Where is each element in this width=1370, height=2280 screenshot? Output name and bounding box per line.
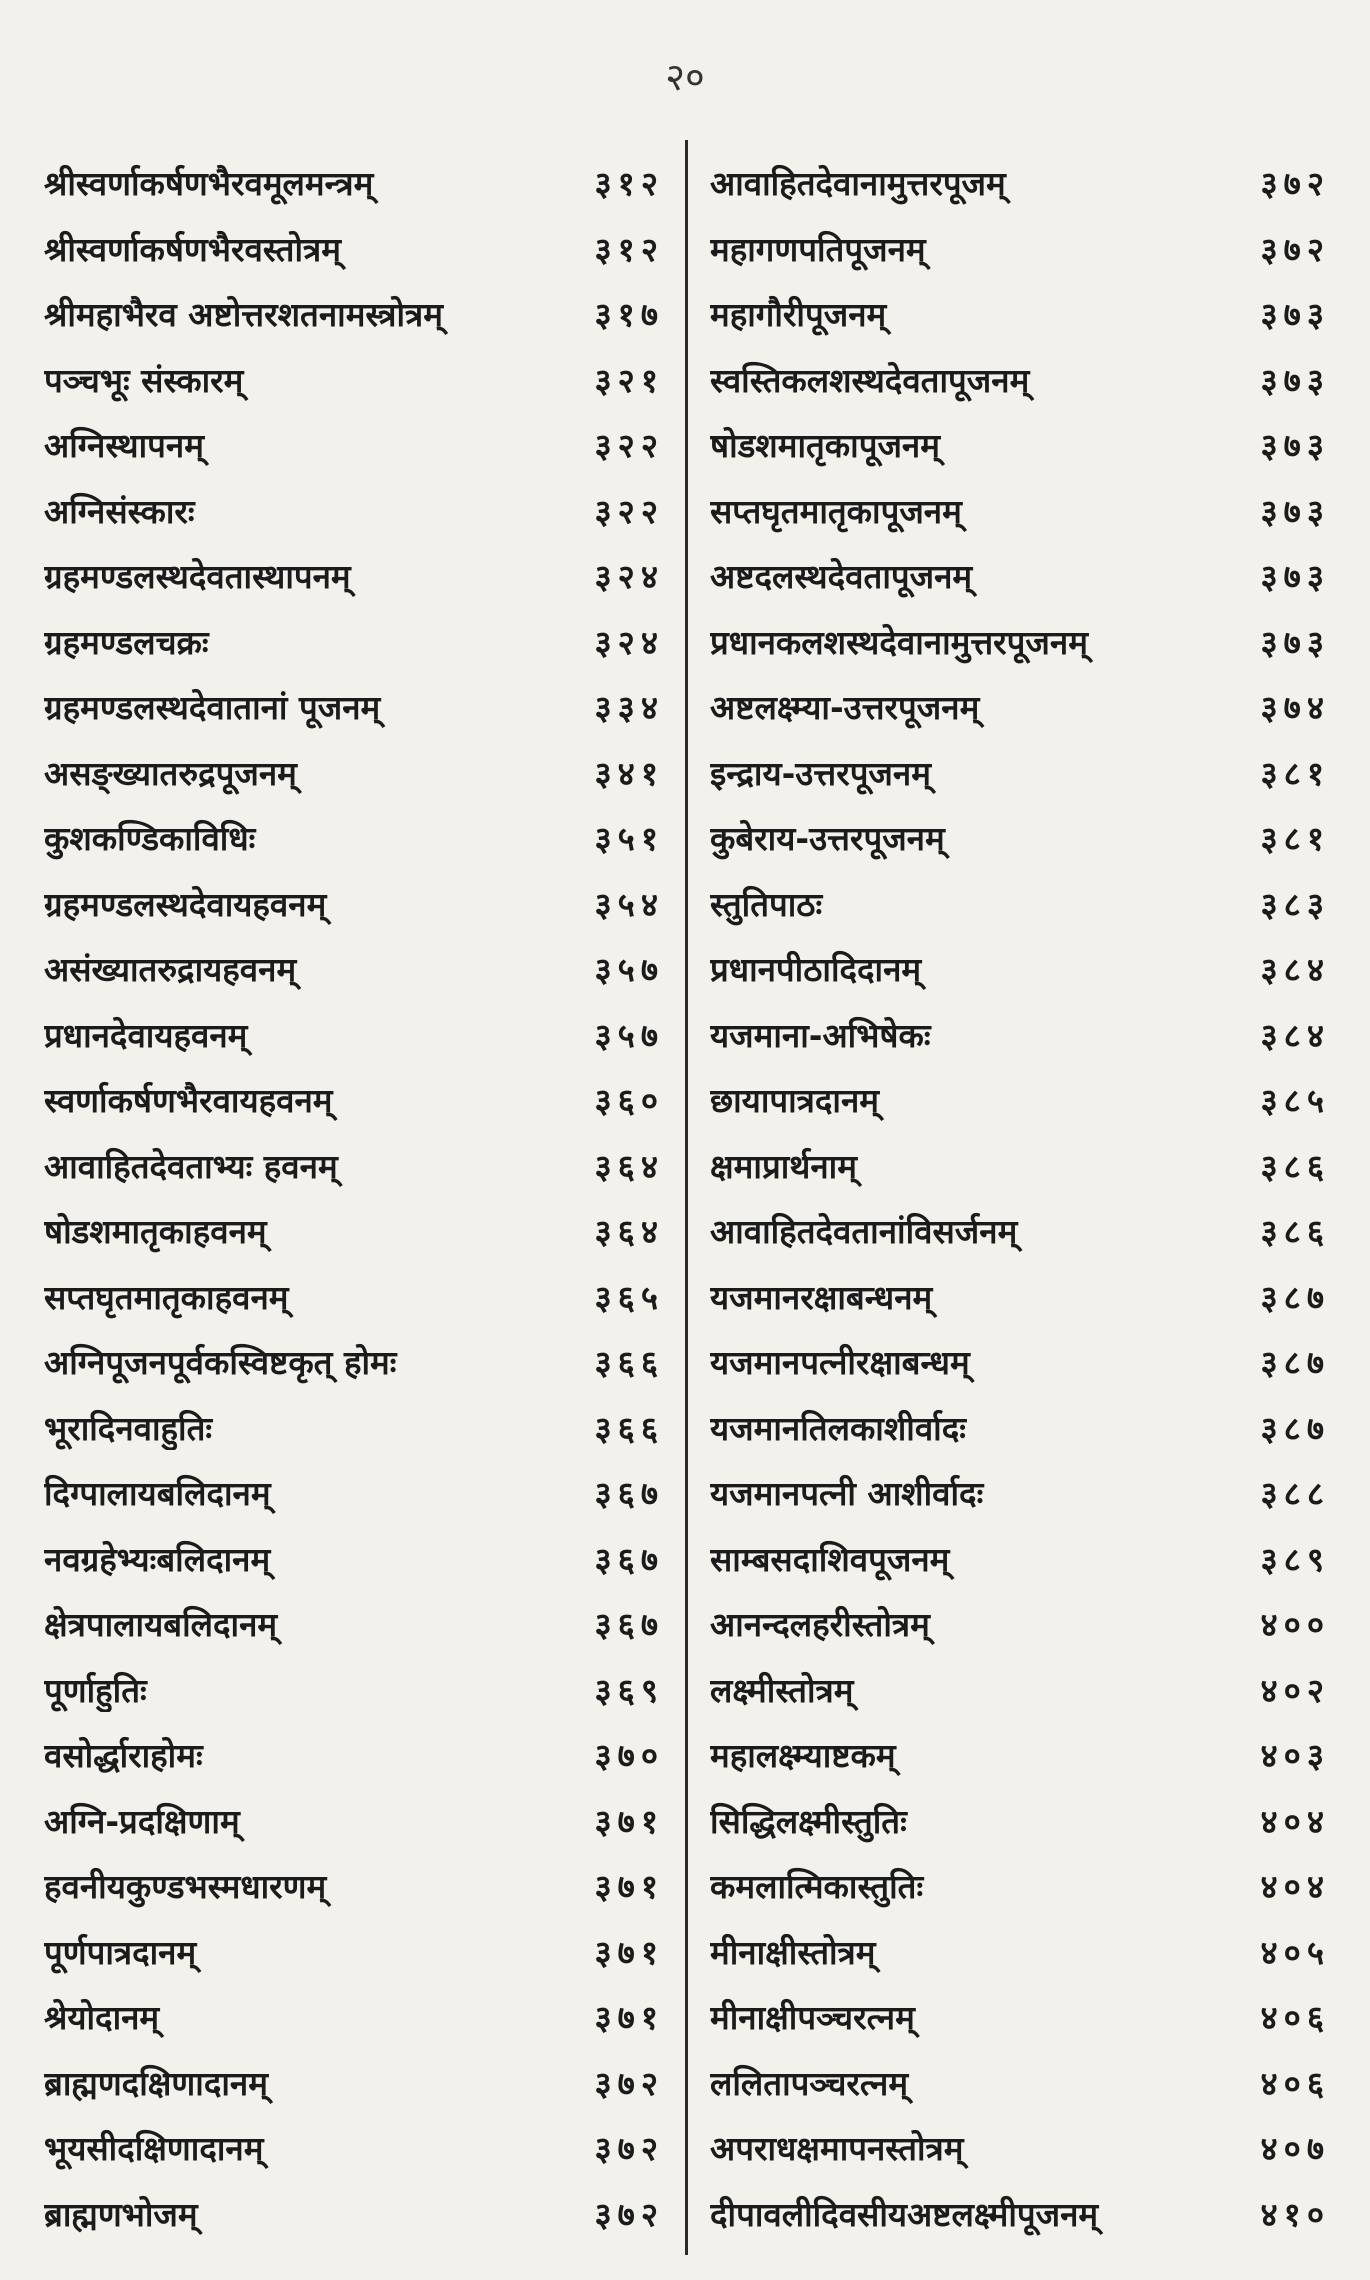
toc-entry-page: ३८७ (1260, 1343, 1330, 1383)
toc-entry-title: आवाहितदेवतानांविसर्जनम् (710, 1212, 1018, 1252)
toc-entry-title: यजमानपत्नीरक्षाबन्धम् (710, 1343, 970, 1383)
toc-entry-title: भूयसीदक्षिणादानम् (44, 2129, 264, 2169)
toc-entry-title: अष्टलक्ष्म्या-उत्तरपूजनम् (710, 688, 980, 728)
toc-entry (710, 1329, 1330, 1395)
toc-entry (44, 1984, 664, 2050)
toc-entry (44, 1329, 664, 1395)
toc-entry-page: ४०६ (1260, 2063, 1330, 2103)
toc-entry-title: मीनाक्षीपञ्चरत्नम् (710, 1998, 915, 2038)
toc-entry (44, 347, 664, 413)
toc-entry (44, 1264, 664, 1330)
toc-entry (44, 1526, 664, 1592)
toc-entry (44, 1853, 664, 1919)
toc-entry (710, 1067, 1330, 1133)
toc-entry (710, 281, 1330, 347)
toc-entry-page: ३८१ (1260, 753, 1330, 793)
toc-entry-page: ३३४ (594, 688, 664, 728)
toc-entry-title: असङ्ख्यातरुद्रपूजनम् (44, 753, 297, 793)
toc-entry-page: ३५४ (594, 884, 664, 924)
toc-entry-title: आनन्दलहरीस्तोत्रम् (710, 1605, 930, 1645)
toc-entry-page: ३८८ (1260, 1474, 1330, 1514)
toc-entry-title: ग्रहमण्डलस्थदेवायहवनम् (44, 884, 327, 924)
toc-entry (710, 1919, 1330, 1985)
toc-entry-page: ३७२ (594, 2129, 664, 2169)
toc-entry (710, 1722, 1330, 1788)
toc-entry (44, 1919, 664, 1985)
toc-entry-page: ४०४ (1260, 1867, 1330, 1907)
toc-entry (44, 543, 664, 609)
toc-entry-page: ३६४ (594, 1146, 664, 1186)
toc-entry-title: आवाहितदेवताभ्यः हवनम् (44, 1146, 338, 1186)
toc-entry (44, 2050, 664, 2116)
toc-entry-title: षोडशमातृकापूजनम् (710, 426, 940, 466)
toc-entry (710, 674, 1330, 740)
toc-entry-page: ३२४ (594, 622, 664, 662)
toc-entry (44, 150, 664, 216)
toc-entry (710, 1591, 1330, 1657)
toc-entry-page: ३६५ (594, 1277, 664, 1317)
toc-entry-page: ३८४ (1260, 1015, 1330, 1055)
toc-entry-title: षोडशमातृकाहवनम् (44, 1212, 267, 1252)
toc-entry (44, 1067, 664, 1133)
toc-entry-page: ४०७ (1260, 2129, 1330, 2169)
toc-entry-page: ३८७ (1260, 1408, 1330, 1448)
toc-entry (710, 1984, 1330, 2050)
toc-entry-page: ३७१ (594, 1867, 664, 1907)
toc-entry-title: भूरादिनवाहुतिः (44, 1408, 213, 1448)
toc-entry-page: ३७० (594, 1736, 664, 1776)
toc-entry-page: ३६६ (594, 1408, 664, 1448)
toc-entry-title: आवाहितदेवानामुत्तरपूजम् (710, 164, 1006, 204)
toc-entry-page: ३६७ (594, 1539, 664, 1579)
toc-entry-page: ३१२ (594, 164, 664, 204)
toc-entry-title: ब्राह्मणभोजम् (44, 2194, 198, 2234)
toc-entry-page: ४०२ (1260, 1670, 1330, 1710)
toc-entry (44, 412, 664, 478)
toc-entry-title: सप्तघृतमातृकाहवनम् (44, 1277, 289, 1317)
toc-entry-title: यजमाना-अभिषेकः (710, 1015, 931, 1055)
toc-entry-page: ४१० (1260, 2194, 1330, 2234)
toc-entry-page: ३८१ (1260, 819, 1330, 859)
toc-entry-page: ३८७ (1260, 1277, 1330, 1317)
toc-entry-page: ३८६ (1260, 1212, 1330, 1252)
toc-entry-page: ३७३ (1260, 295, 1330, 335)
toc-entry (44, 216, 664, 282)
toc-entry-title: छायापात्रदानम् (710, 1081, 879, 1121)
toc-entry-title: कुशकण्डिकाविधिः (44, 819, 256, 859)
toc-entry-title: स्वर्णाकर्षणभैरवायहवनम् (44, 1081, 333, 1121)
toc-entry (44, 1198, 664, 1264)
toc-entry (710, 2115, 1330, 2181)
toc-entry (710, 871, 1330, 937)
toc-entry-page: ३८३ (1260, 884, 1330, 924)
toc-entry (44, 2181, 664, 2247)
toc-entry-title: हवनीयकुण्डभस्मधारणम् (44, 1867, 327, 1907)
toc-entry (44, 871, 664, 937)
toc-entry-title: ब्राह्मणदक्षिणादानम् (44, 2063, 268, 2103)
toc-entry-title: ग्रहमण्डलस्थदेवतास्थापनम् (44, 557, 351, 597)
toc-entry (44, 1788, 664, 1854)
toc-entry-title: अपराधक्षमापनस्तोत्रम् (710, 2129, 964, 2169)
toc-entry-page: ३७१ (594, 1801, 664, 1841)
toc-entry-page: ३६४ (594, 1212, 664, 1252)
toc-entry-page: ३६७ (594, 1474, 664, 1514)
toc-entry-page: ३७३ (1260, 557, 1330, 597)
toc-entry-title: दीपावलीदिवसीयअष्टलक्ष्मीपूजनम् (710, 2194, 1099, 2234)
toc-entry-page: ३८६ (1260, 1146, 1330, 1186)
toc-entry-page: ३८९ (1260, 1539, 1330, 1579)
toc-entry-title: श्रीस्वर्णाकर्षणभैरवस्तोत्रम् (44, 229, 341, 269)
toc-entry (44, 1591, 664, 1657)
toc-entry (710, 1133, 1330, 1199)
toc-entry-page: ३२२ (594, 491, 664, 531)
toc-entry-page: ३६९ (594, 1670, 664, 1710)
toc-entry-title: श्रीस्वर्णाकर्षणभैरवमूलमन्त्रम् (44, 164, 374, 204)
toc-entry (710, 1460, 1330, 1526)
toc-entry-page: ३४१ (594, 753, 664, 793)
toc-entry (710, 1657, 1330, 1723)
toc-entry-title: महालक्ष्म्याष्टकम् (710, 1736, 896, 1776)
toc-entry-title: स्तुतिपाठः (710, 884, 823, 924)
toc-entry (710, 936, 1330, 1002)
toc-entry-page: ३५७ (594, 1015, 664, 1055)
toc-entry (710, 2050, 1330, 2116)
toc-entry-title: यजमानरक्षाबन्धनम् (710, 1277, 933, 1317)
toc-entry (710, 347, 1330, 413)
toc-entry (710, 609, 1330, 675)
toc-entry (44, 936, 664, 1002)
toc-entry-title: सप्तघृतमातृकापूजनम् (710, 491, 962, 531)
toc-entry-page: ३७३ (1260, 360, 1330, 400)
toc-entry-title: क्षेत्रपालायबलिदानम् (44, 1605, 278, 1645)
toc-entry (710, 412, 1330, 478)
toc-entry (710, 805, 1330, 871)
toc-entry-page: ३७२ (594, 2063, 664, 2103)
toc-entry-page: ३७३ (1260, 426, 1330, 466)
toc-entry-title: सिद्धिलक्ष्मीस्तुतिः (710, 1801, 907, 1841)
toc-entry-title: नवग्रहेभ्यःबलिदानम् (44, 1539, 271, 1579)
toc-entry-page: ३६० (594, 1081, 664, 1121)
toc-entry-title: पञ्चभूः संस्कारम् (44, 360, 244, 400)
toc-entry (44, 1395, 664, 1461)
toc-entry-page: ४०० (1260, 1605, 1330, 1645)
toc-entry (710, 1788, 1330, 1854)
toc-entry-title: ग्रहमण्डलस्थदेवातानां पूजनम् (44, 688, 381, 728)
toc-entry-title: पूर्णाहुतिः (44, 1670, 147, 1710)
toc-entry-title: स्वस्तिकलशस्थदेवतापूजनम् (710, 360, 1030, 400)
toc-entry-title: महागणपतिपूजनम् (710, 229, 926, 269)
toc-entry-title: वसोर्द्धाराहोमः (44, 1736, 203, 1776)
toc-entry-page: ३७१ (594, 1998, 664, 2038)
toc-entry-page: ३५१ (594, 819, 664, 859)
toc-entry-title: मीनाक्षीस्तोत्रम् (710, 1932, 876, 1972)
toc-entry-page: ३२४ (594, 557, 664, 597)
toc-entry (710, 1264, 1330, 1330)
toc-entry (44, 740, 664, 806)
toc-entry (44, 674, 664, 740)
toc-entry (44, 2115, 664, 2181)
toc-entry (44, 281, 664, 347)
toc-entry-page: ४०३ (1260, 1736, 1330, 1776)
toc-entry (710, 1526, 1330, 1592)
toc-entry-page: ४०६ (1260, 1998, 1330, 2038)
toc-entry-title: ललितापञ्चरत्नम् (710, 2063, 909, 2103)
toc-entry (44, 805, 664, 871)
toc-entry-page: ४०४ (1260, 1801, 1330, 1841)
toc-entry-page: ३७२ (594, 2194, 664, 2234)
toc-entry (44, 1002, 664, 1068)
toc-entry (44, 609, 664, 675)
toc-entry-title: अग्निसंस्कारः (44, 491, 195, 531)
toc-entry-page: ३२१ (594, 360, 664, 400)
toc-entry-title: श्रेयोदानम् (44, 1998, 160, 2038)
toc-entry (710, 740, 1330, 806)
toc-entry-title: साम्बसदाशिवपूजनम् (710, 1539, 950, 1579)
page-number: २० (665, 55, 705, 99)
toc-entry-page: ३२२ (594, 426, 664, 466)
toc-entry (710, 2181, 1330, 2247)
toc-entry-title: अष्टदलस्थदेवतापूजनम् (710, 557, 973, 597)
toc-entry-title: प्रधानपीठादिदानम् (710, 950, 922, 990)
toc-entry (44, 1722, 664, 1788)
toc-entry-title: यजमानपत्नी आशीर्वादः (710, 1474, 984, 1514)
toc-entry-title: प्रधानदेवायहवनम् (44, 1015, 248, 1055)
toc-entry-page: ३६६ (594, 1343, 664, 1383)
toc-entry-title: दिग्पालायबलिदानम् (44, 1474, 271, 1514)
toc-entry (44, 1133, 664, 1199)
toc-entry (44, 1460, 664, 1526)
toc-entry (710, 1395, 1330, 1461)
toc-entry-page: ३७३ (1260, 491, 1330, 531)
toc-entry-title: लक्ष्मीस्तोत्रम् (710, 1670, 854, 1710)
toc-entry-title: महागौरीपूजनम् (710, 295, 887, 335)
toc-entry-page: ३८४ (1260, 950, 1330, 990)
toc-entry-page: ३५७ (594, 950, 664, 990)
contents-right-column (710, 150, 1330, 2246)
toc-entry-title: असंख्यातरुद्रायहवनम् (44, 950, 297, 990)
toc-entry-page: ३१२ (594, 229, 664, 269)
toc-entry-title: इन्द्राय-उत्तरपूजनम् (710, 753, 931, 793)
toc-entry (710, 150, 1330, 216)
toc-entry-page: ३८५ (1260, 1081, 1330, 1121)
contents-left-column (44, 150, 664, 2246)
toc-entry-page: ३७१ (594, 1932, 664, 1972)
column-divider (685, 140, 688, 2255)
toc-entry-page: ४०५ (1260, 1932, 1330, 1972)
toc-entry-page: ३७४ (1260, 688, 1330, 728)
toc-entry-title: अग्निपूजनपूर्वकस्विष्टकृत् होमः (44, 1343, 397, 1383)
toc-entry (710, 216, 1330, 282)
toc-entry-page: ३१७ (594, 295, 664, 335)
toc-entry-page: ३७३ (1260, 622, 1330, 662)
toc-entry-title: ग्रहमण्डलचक्रः (44, 622, 209, 662)
toc-entry-page: ३७२ (1260, 229, 1330, 269)
toc-entry (710, 1198, 1330, 1264)
toc-entry (710, 1853, 1330, 1919)
toc-entry (44, 478, 664, 544)
toc-entry-title: कमलात्मिकास्तुतिः (710, 1867, 924, 1907)
toc-entry-title: अग्नि-प्रदक्षिणाम् (44, 1801, 240, 1841)
toc-entry-title: कुबेराय-उत्तरपूजनम् (710, 819, 945, 859)
toc-entry-title: क्षमाप्रार्थनाम् (710, 1146, 857, 1186)
toc-entry-title: प्रधानकलशस्थदेवानामुत्तरपूजनम् (710, 622, 1088, 662)
toc-entry-page: ३७२ (1260, 164, 1330, 204)
toc-entry-title: श्रीमहाभैरव अष्टोत्तरशतनामस्त्रोत्रम् (44, 295, 443, 335)
toc-entry (710, 478, 1330, 544)
toc-entry-title: अग्निस्थापनम् (44, 426, 204, 466)
toc-entry-page: ३६७ (594, 1605, 664, 1645)
toc-entry-title: पूर्णपात्रदानम् (44, 1932, 197, 1972)
toc-entry (710, 1002, 1330, 1068)
toc-entry (710, 543, 1330, 609)
toc-entry-title: यजमानतिलकाशीर्वादः (710, 1408, 966, 1448)
toc-entry (44, 1657, 664, 1723)
